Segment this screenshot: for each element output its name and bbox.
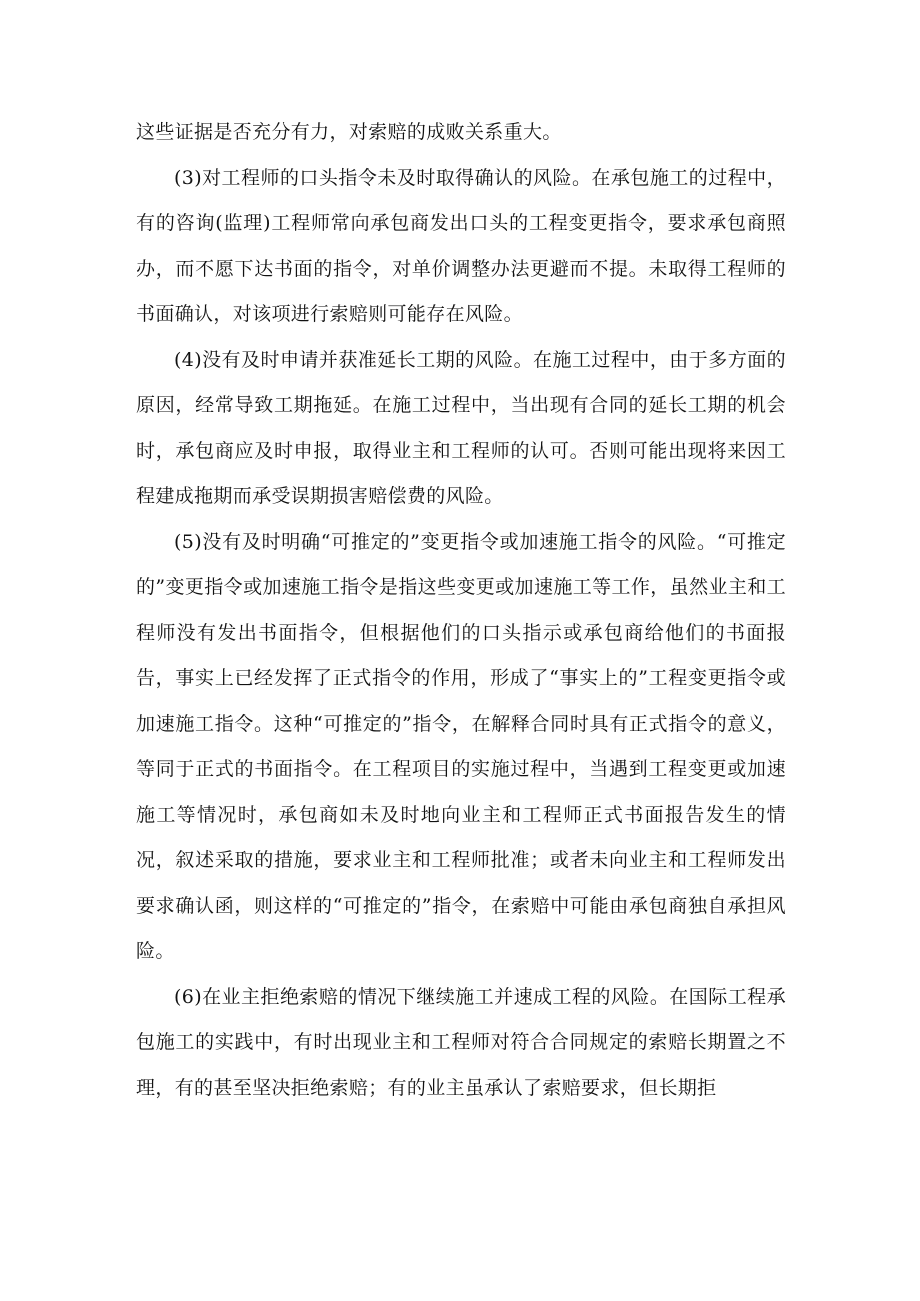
paragraph-continuation: 这些证据是否充分有力，对索赔的成败关系重大。 bbox=[136, 121, 562, 143]
document-body bbox=[136, 110, 786, 1111]
paragraph-risk-5: (5)没有及时明确“可推定的”变更指令或加速施工指令的风险。“可推定的”变更指令或加速施工指令是指这些变更或加速施工等工作，虽然业主和工程师没有发出书面指令，但根据他们的口头指示或承包商给他们的书面报告，事实上已经发挥了正式指令的作用，形成了“事实上的”工程变更指令或加速施工指令。这种“可推定的”指令，在解释合同时具有正式指令的意义，等同于正式的书面指令。在工程项目的实施过程中，当遇到工程变更或加速施工等情况时，承包商如未及时地向业主和工程师正式书面报告发生的情况，叙述采取的措施，要求业主和工程师批准；或者未向业主和工程师发出要求确认函，则这样的“可推定的”指令，在索赔中可能由承包商独自承担风险。 bbox=[136, 530, 786, 962]
paragraph-risk-4: (4)没有及时申请并获准延长工期的风险。在施工过程中，由于多方面的原因，经常导致工期拖延。在施工过程中，当出现有合同的延长工期的机会时，承包商应及时申报，取得业主和工程师的认可。否则可能出现将来因工程建成拖期而承受误期损害赔偿费的风险。 bbox=[136, 348, 786, 507]
paragraph-risk-3: (3)对工程师的口头指令未及时取得确认的风险。在承包施工的过程中，有的咨询(监理)工程师常向承包商发出口头的工程变更指令，要求承包商照办，而不愿下达书面的指令，对单价调整办法更避而不提。未取得工程师的书面确认，对该项进行索赔则可能存在风险。 bbox=[136, 166, 786, 325]
paragraph-risk-6: (6)在业主拒绝索赔的情况下继续施工并速成工程的风险。在国际工程承包施工的实践中，有时出现业主和工程师对符合合同规定的索赔长期置之不理，有的甚至坚决拒绝索赔；有的业主虽承认了索赔要求，但长期拒 bbox=[136, 985, 786, 1099]
